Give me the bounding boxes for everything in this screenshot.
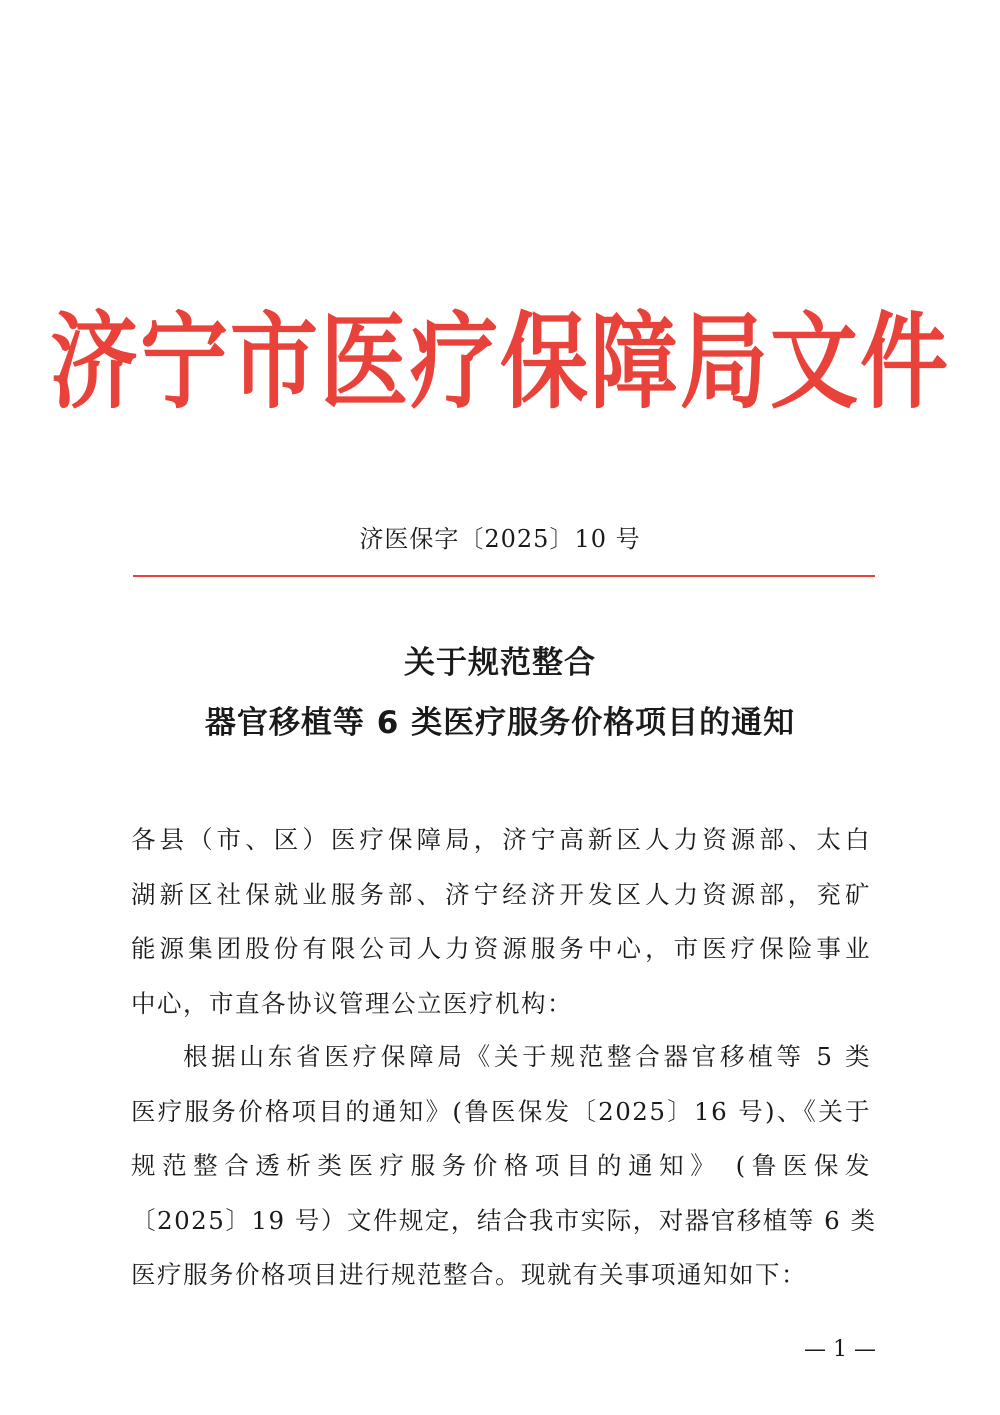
paragraph-line: 医疗服务价格项目进行规范整合。现就有关事项通知如下：	[131, 1260, 807, 1289]
notice-title-line-1: 关于规范整合	[404, 645, 596, 681]
document-number: 济医保字〔2025〕10 号	[359, 525, 641, 553]
red-divider-line	[133, 575, 875, 577]
paragraph-line: 根据山东省医疗保障局《关于规范整合器官移植等 5 类	[183, 1042, 871, 1071]
notice-title-line-2: 器官移植等 6 类医疗服务价格项目的通知	[204, 705, 796, 741]
paragraph-line: 〔2025〕19 号）文件规定，结合我市实际，对器官移植等 6 类	[131, 1205, 877, 1235]
addressee-line: 能源集团股份有限公司人力资源服务中心，市医疗保险事业	[131, 934, 871, 963]
page-number: — 1 —	[804, 1337, 876, 1362]
addressee-line: 湖新区社保就业服务部、济宁经济开发区人力资源部，兖矿	[131, 879, 871, 909]
addressee-block	[131, 813, 871, 1031]
addressee-line: 各县（市、区）医疗保障局，济宁高新区人力资源部、太白	[131, 825, 871, 854]
addressee-line: 中心，市直各协议管理公立医疗机构：	[131, 988, 573, 1018]
paragraph-line: 医疗服务价格项目的通知》(鲁医保发〔2025〕16 号)、《关于	[131, 1096, 871, 1126]
paragraph-1	[131, 1030, 877, 1303]
masthead-title: 济宁市医疗保障局文件	[49, 301, 950, 423]
paragraph-line: 规范整合透析类医疗服务价格项目的通知》 (鲁医保发	[131, 1151, 871, 1180]
